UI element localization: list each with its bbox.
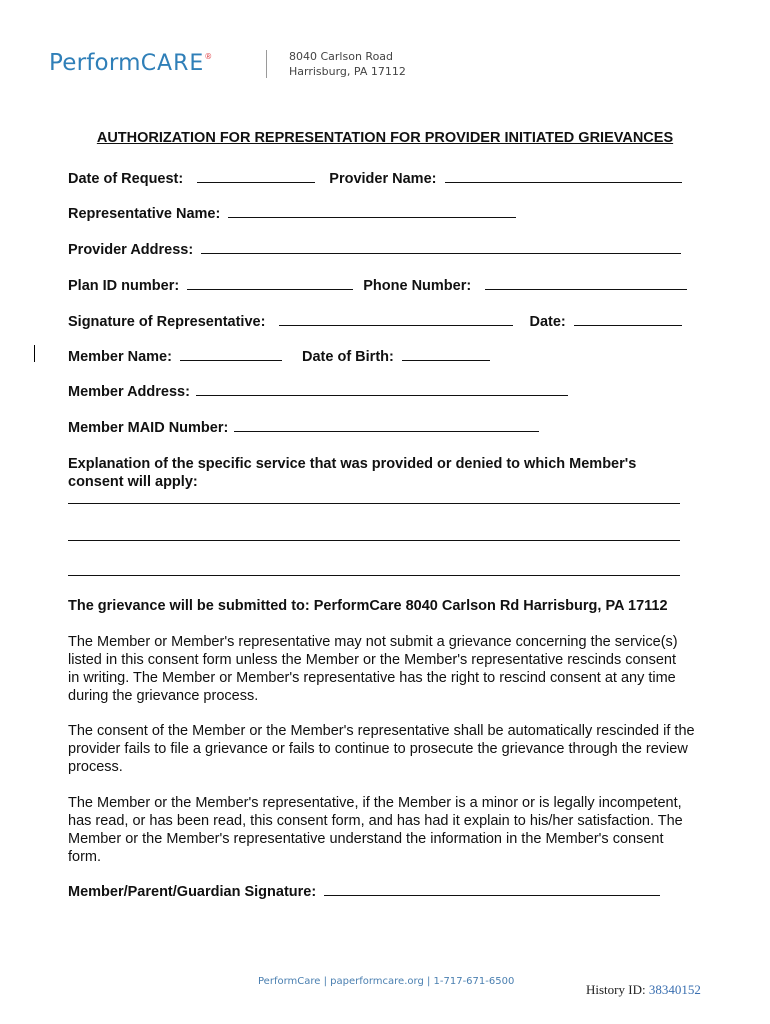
- footer-contact: PerformCare | paperformcare.org | 1-717-671-6500: [258, 976, 515, 987]
- submitted-to-text: The grievance will be submitted to: PerformCare 8040 Carlson Rd Harrisburg, PA 17112: [68, 598, 668, 614]
- member-maid-label: Member MAID Number:: [68, 420, 229, 436]
- history-id: [586, 982, 701, 998]
- provider-address-field[interactable]: [201, 241, 681, 254]
- plan-id-field[interactable]: [187, 277, 353, 290]
- consent-paragraph-2: The consent of the Member or the Member's representative shall be automatically rescinded if the provider fails to file a grievance or fails to continue to prosecute the grievance through the review process.: [68, 723, 695, 775]
- history-id-label: History ID:: [586, 982, 646, 997]
- member-maid-field[interactable]: [234, 419, 539, 432]
- performcare-logo: [49, 50, 213, 76]
- consent-paragraph-3: The Member or the Member's representative, if the Member is a minor or is legally incompetent, has read, or has been read, this consent form, and has had it explain to his/her satisfaction. The Member or the Member's representative understand the information in the Member's consent form.: [68, 795, 683, 865]
- provider-address-label: Provider Address:: [68, 242, 194, 258]
- plan-phone-row: [68, 277, 687, 294]
- date-of-birth-field[interactable]: [402, 348, 490, 361]
- date-of-birth-label: Date of Birth:: [302, 349, 394, 365]
- signature-rep-row: [68, 313, 682, 330]
- representative-name-label: Representative Name:: [68, 206, 221, 222]
- header-divider: [266, 50, 267, 78]
- signature-rep-label: Signature of Representative:: [68, 314, 266, 330]
- member-name-field[interactable]: [180, 348, 282, 361]
- representative-name-field[interactable]: [228, 205, 516, 218]
- explanation-line-2[interactable]: [68, 540, 680, 541]
- member-address-row: [68, 383, 568, 400]
- phone-number-label: Phone Number:: [363, 278, 472, 294]
- explanation-line-1[interactable]: [68, 503, 680, 504]
- consent-paragraph-1: The Member or Member's representative may not submit a grievance concerning the service(s) listed in this consent form unless the Member or the Member's representative rescinds consent in writing. The Member or Member's representative has the right to rescind consent at any time during the grievance process.: [68, 634, 678, 704]
- provider-name-field[interactable]: [445, 170, 682, 183]
- date-request-row: [68, 170, 682, 187]
- plan-id-label: Plan ID number:: [68, 278, 180, 294]
- text-cursor: [34, 345, 35, 362]
- history-id-number: 38340152: [648, 982, 701, 997]
- date-field[interactable]: [574, 313, 682, 326]
- representative-name-row: [68, 205, 516, 222]
- header-address: [289, 49, 406, 79]
- member-address-label: Member Address:: [68, 384, 190, 400]
- member-maid-row: [68, 419, 539, 436]
- phone-number-field[interactable]: [485, 277, 687, 290]
- guardian-signature-label: Member/Parent/Guardian Signature:: [68, 884, 317, 900]
- explanation-line-3[interactable]: [68, 575, 680, 576]
- guardian-signature-field[interactable]: [324, 883, 660, 896]
- provider-address-row: [68, 241, 681, 258]
- logo-text-perform: Perform: [49, 50, 141, 76]
- form-title: AUTHORIZATION FOR REPRESENTATION FOR PROVIDER INITIATED GRIEVANCES: [96, 130, 674, 146]
- date-of-request-field[interactable]: [197, 170, 315, 183]
- address-line-1: 8040 Carlson Road: [289, 50, 394, 63]
- guardian-signature-row: [68, 883, 660, 900]
- signature-rep-field[interactable]: [279, 313, 513, 326]
- date-label: Date:: [529, 314, 566, 330]
- provider-name-label: Provider Name:: [329, 171, 437, 187]
- date-of-request-label: Date of Request:: [68, 171, 184, 187]
- member-name-row: [68, 348, 490, 365]
- registered-mark: ®: [204, 52, 213, 61]
- address-line-2: Harrisburg, PA 17112: [289, 65, 406, 78]
- member-address-field[interactable]: [196, 383, 568, 396]
- member-name-label: Member Name:: [68, 349, 172, 365]
- logo-text-care: CARE: [140, 51, 205, 76]
- explanation-label: Explanation of the specific service that was provided or denied to which Member's consent will apply:: [68, 456, 637, 490]
